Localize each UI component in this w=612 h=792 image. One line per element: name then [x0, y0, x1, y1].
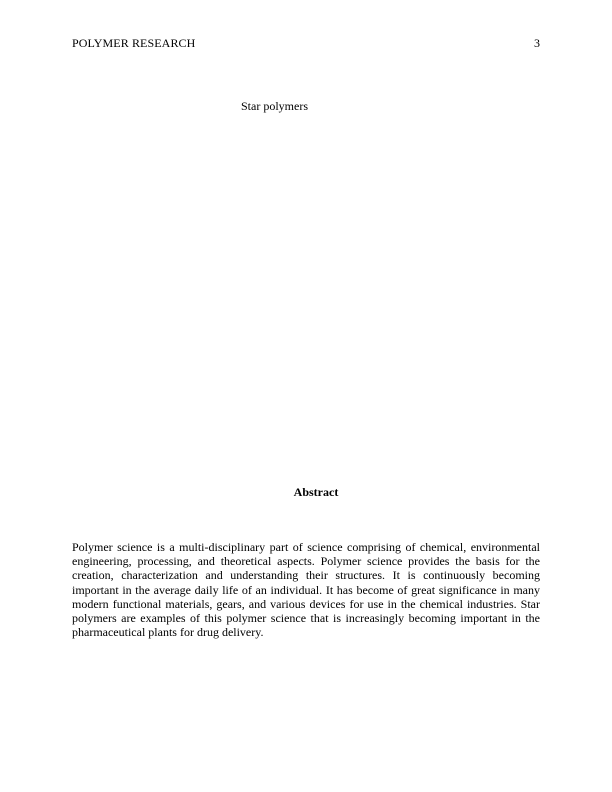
- page-number: 3: [534, 36, 540, 50]
- abstract-paragraph: Polymer science is a multi-disciplinary part of science comprising of chemical, environmental engineering, processing, and theoretical aspects. Polymer science provides the basis for the creation, characterization and understanding their structures. It is continuously becoming important in the average daily life of an individual. It has become of great significance in many modern functional materials, gears, and various devices for use in the chemical industries. Star polymers are examples of this polymer science that is increasingly becoming important in the pharmaceutical plants for drug delivery.: [72, 540, 540, 640]
- running-head: POLYMER RESEARCH: [72, 36, 196, 50]
- document-title: Star polymers: [241, 99, 308, 113]
- abstract-heading: Abstract: [293, 485, 339, 499]
